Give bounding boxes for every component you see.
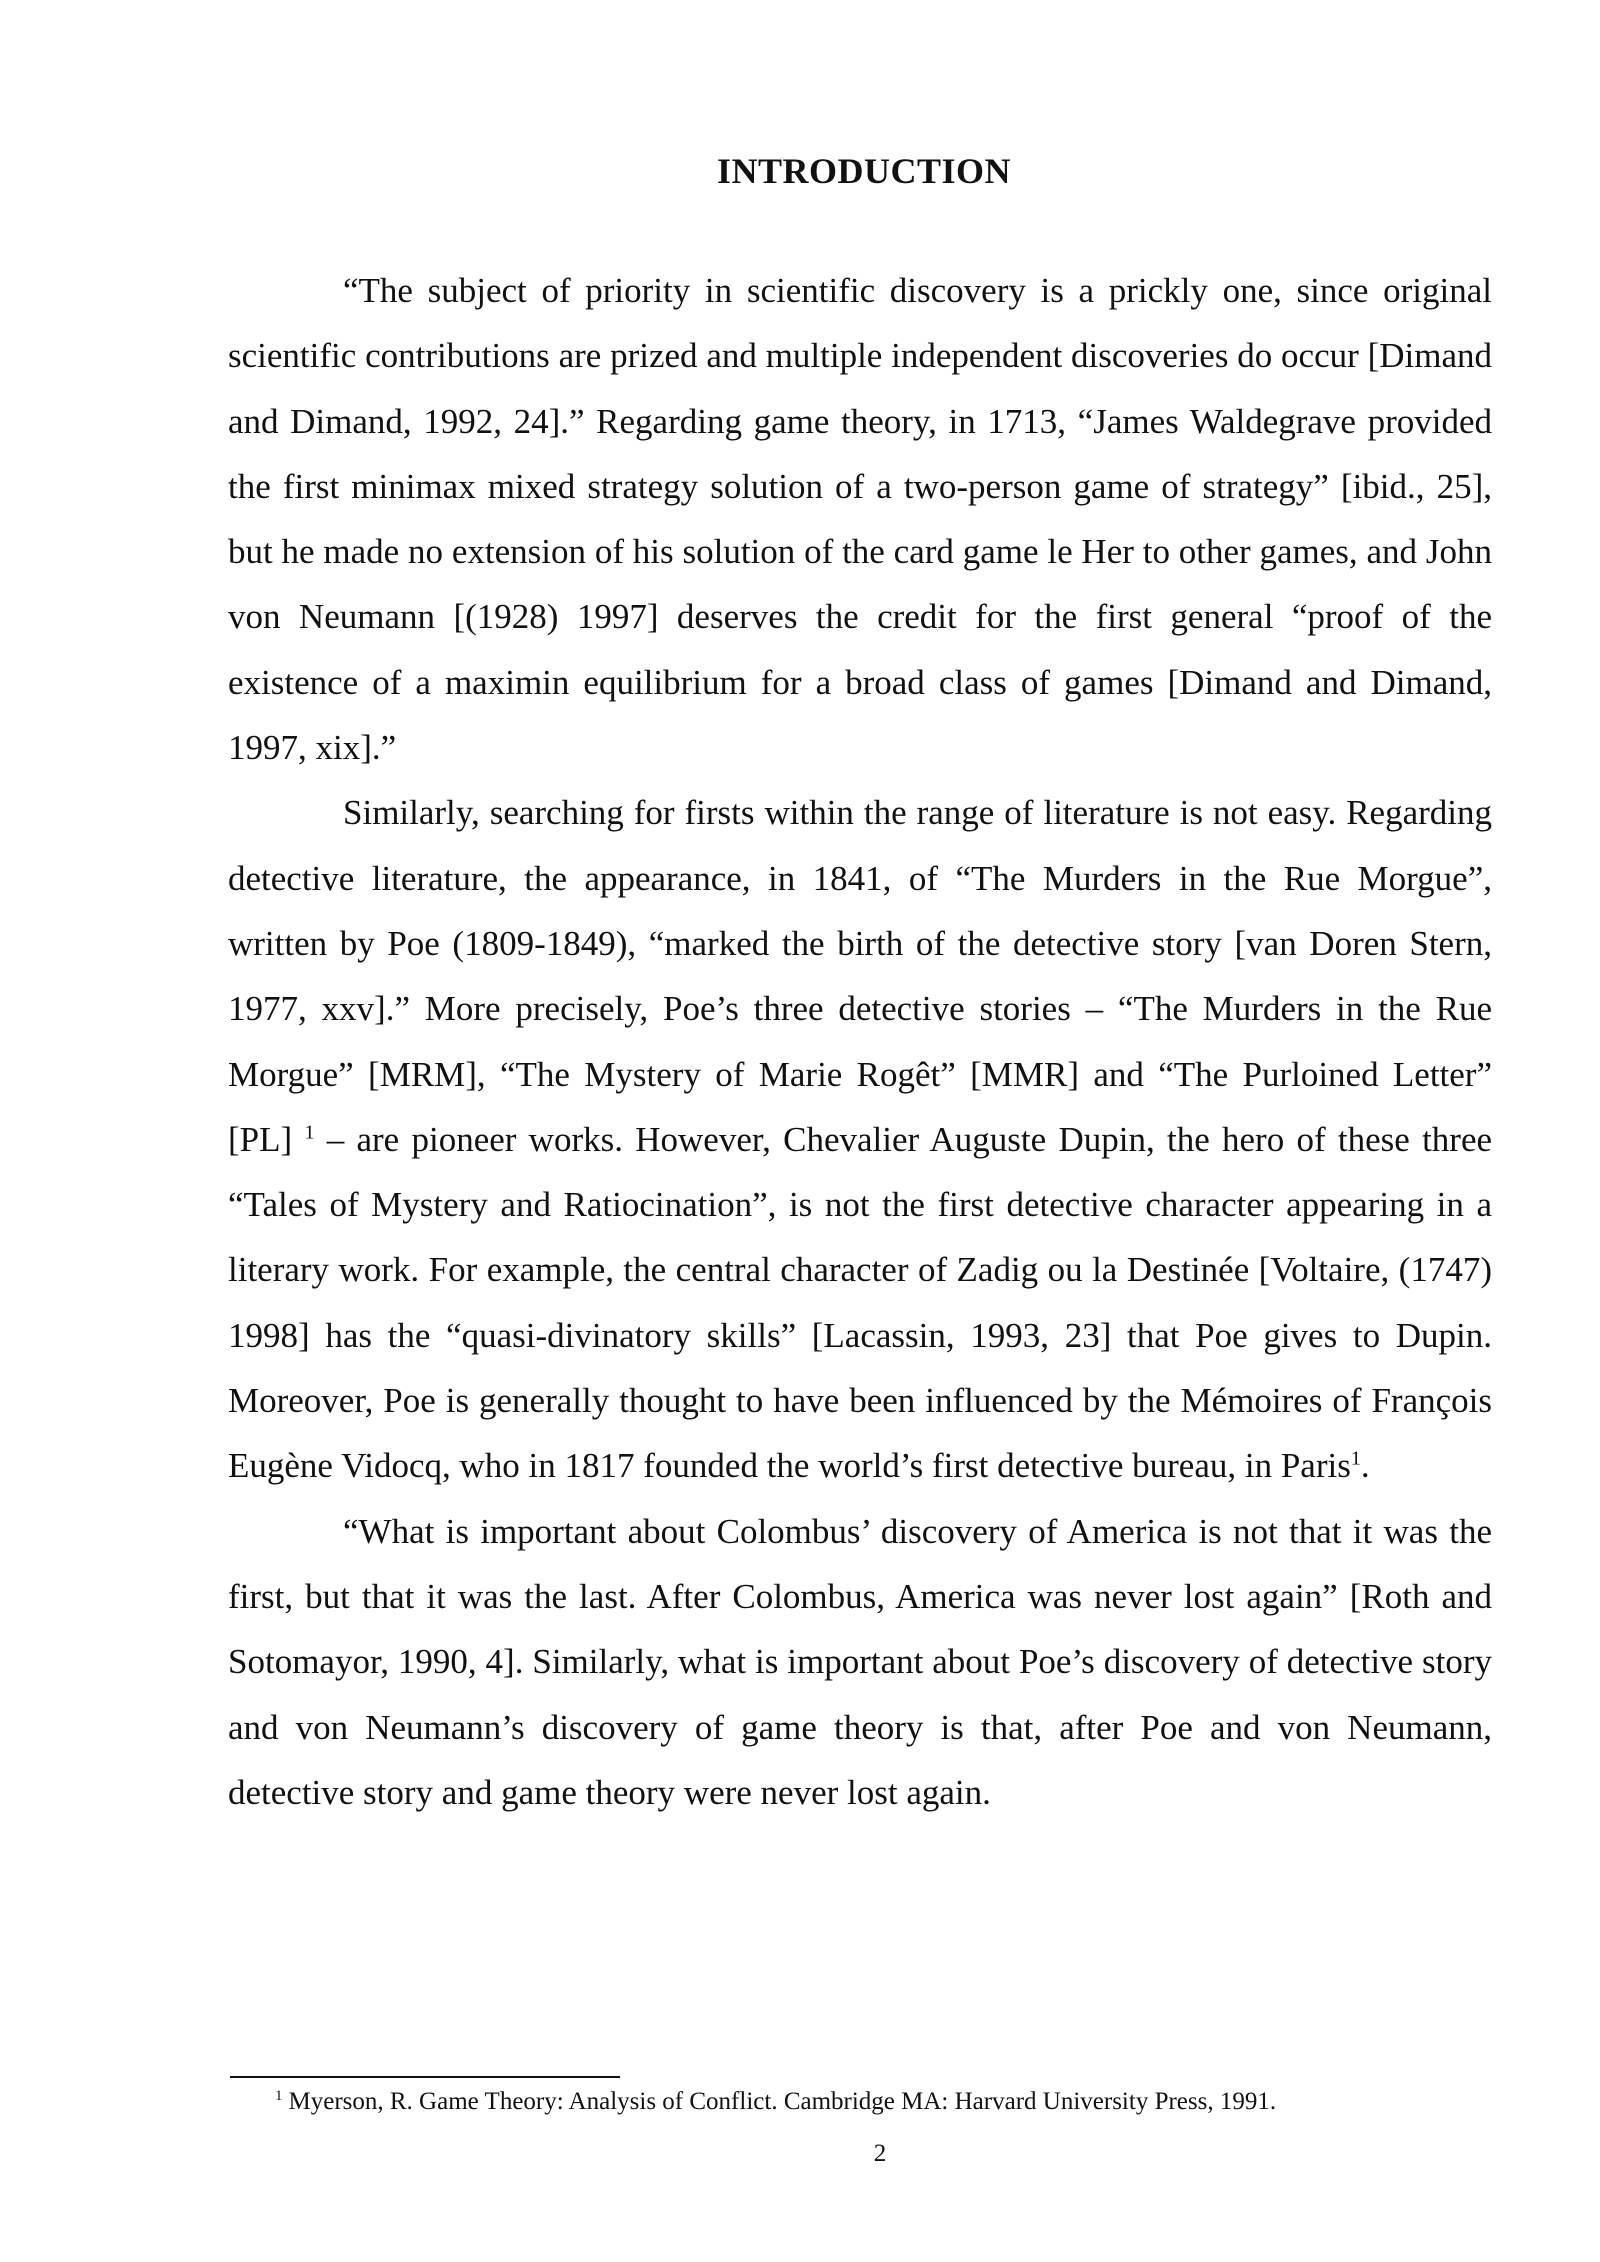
- paragraph-3: [228, 1499, 1492, 1825]
- footnote-reference[interactable]: 1: [304, 1121, 315, 1144]
- footnote-mark: 1: [275, 2087, 283, 2104]
- paragraph-3-text: “What is important about Colombus’ discovery of America is not that it was the first, but that it was the last. After Colombus, America was never lost again” [Roth and Sotomayor, 1990, 4]. Similarly, what is important about Poe’s discovery of detective story and von Neumann’s discovery of game theory is that, after Poe and von Neumann, detective story and game theory were never lost again.: [228, 1511, 1492, 1812]
- paragraph-2-text-c: .: [1360, 1446, 1370, 1486]
- paragraph-2-text-a: Similarly, searching for firsts within the range of literature is not easy. Regarding detective literature, the appearance, in 1841, of “The Murders in the Rue Morgue”, written by Poe (1809-1849), “marked the birth of the detective story [van Doren Stern, 1977, xxv].” More precisely, Poe’s three detective stories – “The Murders in the Rue Morgue” [MRM], “The Mystery of Marie Rogêt” [MMR] and “The Purloined Letter” [PL]: [228, 793, 1492, 1159]
- footnote-text: Myerson, R. Game Theory: Analysis of Conflict. Cambridge MA: Harvard University Press, 1991.: [288, 2088, 1277, 2115]
- paragraph-1: [228, 258, 1492, 780]
- paragraph-2-text-b: – are pioneer works. However, Chevalier Auguste Dupin, the hero of these three “Tales of Mystery and Ratiocination”, is not the first detective character appearing in a literary work. For example, the central character of Zadig ou la Destinée [Voltaire, (1747) 1998] has the “quasi-divinatory skills” [Lacassin, 1993, 23] that Poe gives to Dupin. Moreover, Poe is generally thought to have been influenced by the Mémoires of François Eugène Vidocq, who in 1817 founded the world’s first detective bureau, in Paris: [228, 1119, 1493, 1486]
- footnote-separator: [230, 2076, 620, 2078]
- paragraph-2: [228, 780, 1492, 1498]
- paragraph-1-text: “The subject of priority in scientific discovery is a prickly one, since original scientific contributions are prized and multiple independent discoveries do occur [Dimand and Dimand, 1992, 24].” Regarding game theory, in 1713, “James Waldegrave provided the first minimax mixed strategy solution of a two-person game of strategy” [ibid., 25], but he made no extension of his solution of the card game le Her to other games, and John von Neumann [(1928) 1997] deserves the credit for the first general “proof of the existence of a maximin equilibrium for a broad class of games [Dimand and Dimand, 1997, xix].”: [228, 271, 1492, 768]
- footnote-reference[interactable]: 1: [1350, 1447, 1361, 1470]
- body-text: [228, 258, 1492, 1825]
- page-number: 2: [873, 2140, 887, 2167]
- footnote: [275, 2085, 1515, 2119]
- page-title: INTRODUCTION: [716, 151, 1012, 191]
